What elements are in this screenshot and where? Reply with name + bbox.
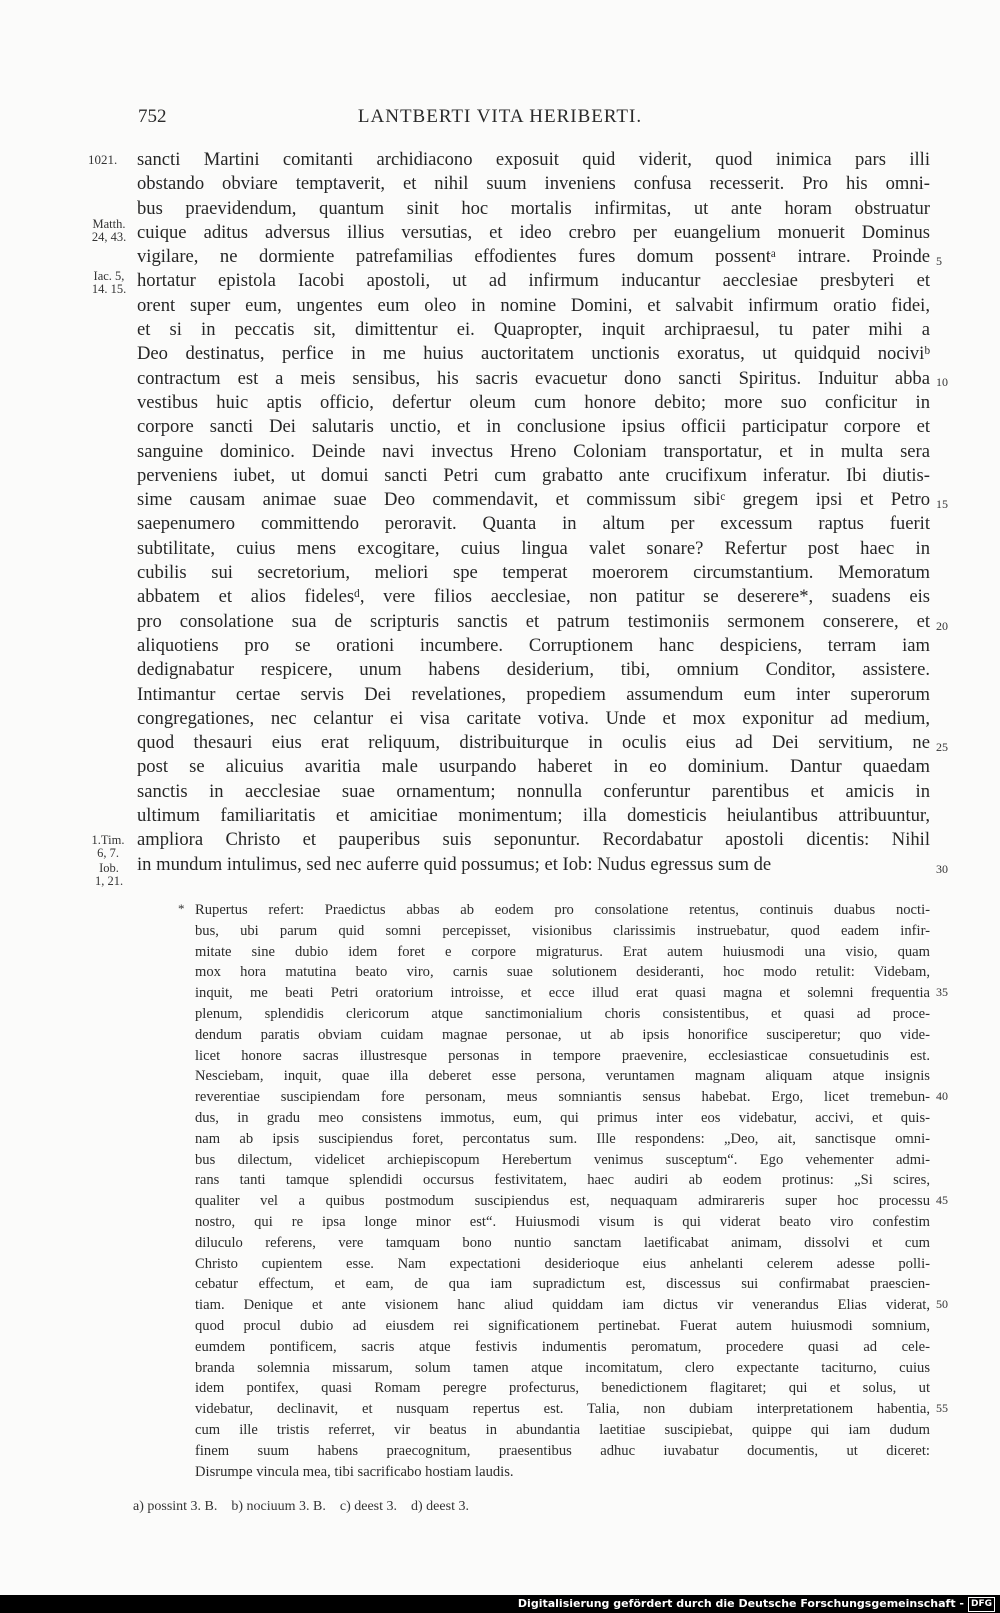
text-line: videbatur, declinavit, et nusquam repertus est. Talia, non dubiam interpretationem habentia,: [195, 1401, 930, 1418]
text-line: post se alicuius avaritia male usurpando haberet in eo dominium. Dantur quaedam: [137, 756, 930, 778]
text-line: dus, in gradu meo consistens immotus, eum, qui primus inter eos videbatur, accivi, et quis-: [195, 1109, 930, 1126]
text-line: reverentiae suscipiendam fore personam, meus somniantis sensus habebat. Ergo, licet tremebun-: [195, 1089, 930, 1106]
text-line: hortatur epistola Iacobi apostoli, ut ad infirmum inducantur aecclesiae presbyteri et: [137, 270, 930, 292]
credit-bar: [0, 1595, 995, 1613]
text-line: bus praevidendum, quantum sinit hoc mortalis infirmitas, ut ante horam obstruatur: [137, 197, 930, 219]
margin-ref-line: 6, 7.: [97, 845, 119, 860]
text-line: subtilitate, cuius mens excogitare, cuius lingua valet sonare? Refertur post haec in: [137, 537, 930, 559]
line-number: 20: [936, 619, 948, 633]
text-line: Intimantur certae servis Dei revelationes, propediem assumendum eum inter superorum: [137, 683, 930, 705]
text-line: qualiter vel a quibus postmodum suscipiendus est, nequaquam admirareris super hoc processu: [195, 1193, 930, 1210]
line-number: 40: [936, 1089, 948, 1103]
text-line: dedignabatur respicere, unum habens desiderium, tibi, omnium Conditor, assistere.: [137, 659, 930, 681]
margin-ref-tim: [84, 834, 132, 859]
text-line: congregationes, nec celantur ei visa caritate votiva. Unde et mox exponitur ad medium,: [137, 707, 930, 729]
credit-text: Digitalisierung gefördert durch die Deutsche Forschungsgemeinschaft -: [517, 1597, 964, 1610]
text-line: Deo destinatus, perfice in me huius auctoritatem unctionis exoratus, ut quidquid nociviᵇ: [137, 343, 930, 365]
line-number: 35: [936, 985, 948, 999]
text-line: corpore sancti Dei salutaris unctio, et in conclusione ipsius officii participatur corpore et: [137, 416, 930, 438]
margin-ref-iac: [86, 270, 132, 295]
page-number: 752: [138, 106, 167, 127]
margin-ref-line: Matth.: [92, 217, 126, 231]
text-line: abbatem et alios fidelesᵈ, vere filios aecclesiae, non patitur se deserere*, suadens eis: [137, 586, 930, 608]
critical-notes: a) possint 3. B. b) nociuum 3. B. c) deest 3. d) deest 3.: [133, 1499, 469, 1514]
text-line: licet honore sacras illustresque personas in tempore praevenire, ecclesiasticae consuetudinis est.: [195, 1047, 930, 1064]
margin-ref-line: Iob.: [99, 861, 119, 875]
text-line: et si in peccatis sit, dimittentur ei. Quapropter, inquit archipraesul, tu pater mihi a: [137, 319, 930, 341]
line-number: 5: [936, 254, 942, 268]
text-line: quod thesauri eius erat reliquum, distribuiturque in oculis eius ad Dei servitium, ne: [137, 732, 930, 754]
margin-ref-matth: [86, 218, 132, 243]
text-line: Nesciebam, inquit, quae illa deberet esse persona, veruntamen magnam aliquam atque insignis: [195, 1068, 930, 1085]
running-title: LANTBERTI VITA HERIBERTI.: [357, 106, 643, 127]
text-line: idem pontifex, quasi Romam peregre profecturus, benedictionem flagitaret; qui et solus, ut: [195, 1380, 930, 1397]
text-line: cum ille tristis referret, vir beatus in abundantia laetitiae suscipiebat, quippe qui iam dudum: [195, 1421, 930, 1438]
text-line: sancti Martini comitanti archidiacono exposuit quid viderit, quod inimica pars illi: [137, 149, 930, 170]
text-line: Disrumpe vincula mea, tibi sacrificabo hostiam laudis.: [195, 1463, 514, 1480]
text-line: orent super eum, ungentes eum oleo in nomine Domini, et salvabit infirmum oratio fidei,: [137, 294, 930, 316]
margin-ref-line: 14. 15.: [91, 281, 127, 296]
text-line: mox hora matutina beato viro, carnis suae solutionem desideranti, hoc modo retulit: Videbam,: [195, 964, 930, 981]
text-line: aliquotiens pro se orationi incumbere. Corruptionem hanc despiciens, terram iam: [137, 634, 930, 656]
text-line: eumdem pontificem, sacris atque festivis indumentis peromatum, procedere quasi ad cele-: [195, 1338, 930, 1355]
running-header: [0, 106, 1000, 132]
main-text: [137, 148, 930, 877]
text-line: in mundum intulimus, sed nec auferre quid possumus; et Iob: Nudus egressus sum de: [137, 853, 772, 875]
line-number: 10: [936, 375, 948, 389]
text-line: Rupertus refert: Praedictus abbas ab eodem pro consolatione retentus, continuis duabus nocti-: [195, 902, 930, 918]
text-line: plenum, splendidis clericorum atque sanctimonialium choris consistentibus, et quasi ad proce-: [195, 1005, 930, 1022]
line-number: 45: [936, 1193, 948, 1207]
text-line: inquit, me beati Petri oratorium introisse, et ecce illud erat quasi magna et solemni frequentia: [195, 985, 930, 1002]
text-line: perveniens iubet, ut domui sancti Petri cum grabatto ante crucifixum inferatur. Ibi diutis-: [137, 464, 930, 486]
text-line: contractum est a meis sensibus, his sacris evacuetur dono sancti Spiritus. Induitur abba: [137, 367, 930, 389]
text-line: cebatur effectum, et eam, de qua iam supradictum est, discessus sui confirmabat praescien-: [195, 1276, 930, 1293]
text-line: dendum paratis obviam cuidam magnae personae, ut ab ipsis honorifice susciperetur; quo vide-: [195, 1026, 930, 1043]
text-line: vigilare, ne dormiente patrefamilias effodientes fures domum possentᵃ intrare. Proinde: [137, 246, 930, 268]
margin-ref-line: 1.Tim.: [91, 833, 125, 847]
text-line: sanctis in aecclesiae suae ornamentum; nonnulla conferuntur parentibus et amicis in: [137, 780, 930, 802]
footnote-marker: *: [178, 901, 185, 916]
text-line: nam ab ipsis suscipiendus foret, percontatus sum. Ille respondens: „Deo, ait, sanctisque omni-: [195, 1130, 930, 1147]
text-line: ampliora Christo et pauperibus suis seponuntur. Recordabatur apostoli dicentis: Nihil: [137, 829, 930, 851]
text-line: sime causam animae suae Deo commendavit, et commissum sibiᶜ gregem ipsi et Petro: [137, 489, 930, 511]
text-line: diluculo referens, vere tamquam bono nuntio sanctam laetificabat animam, dissolvi et cum: [195, 1234, 930, 1251]
text-line: vestibus huic aptis officio, defertur oleum cum honore debito; more suo conficitur in: [137, 391, 930, 413]
text-line: Christo cupientem esse. Nam expectationi desiderioque eius anhelanti celerem adesse polli-: [195, 1255, 930, 1272]
text-line: tiam. Denique et ante visionem hanc aliud quiddam iam dictus vir venerandus Elias viderat,: [195, 1297, 930, 1314]
margin-ref-line: 1, 21.: [94, 873, 124, 888]
line-number: 30: [936, 862, 948, 876]
text-line: bus, ubi parum quid somni percepisset, visionibus clarissimis instruebatur, quod eadem infir-: [195, 922, 930, 939]
text-line: quod procul dubio ad eiusdem rei significationem pertinebat. Fuerat autem huiusmodi somnium,: [195, 1317, 930, 1334]
footnote-text: [195, 900, 930, 1482]
text-line: ultimum familiaritatis et amicitiae monimentum; illa domesticis heiulantibus attribuuntur,: [137, 805, 930, 827]
text-line: finem suum habens praecognitum, praesentibus adhuc iuvabatur documentis, ut diceret:: [195, 1442, 930, 1459]
dfg-logo: DFG: [968, 1597, 995, 1612]
line-number: 55: [936, 1401, 948, 1415]
text-line: cuique aditus adversus illius versutias, et ideo crebro per euangelium monuerit Dominus: [137, 221, 930, 243]
margin-ref-line: 24, 43.: [91, 229, 127, 244]
text-line: mitate sine dubio idem foret e corpore migraturus. Erat autem huiusmodi una visio, quam: [195, 943, 930, 960]
text-line: bus dilectum, videlicet archiepiscopum Herebertum venimus susceptum“. Ego vehementer admi-: [195, 1151, 930, 1168]
text-line: obstando obviare temptaverit, et nihil suum inveniens confusa recesserit. Pro his omni-: [137, 173, 930, 195]
text-line: saepenumero committendo peroravit. Quanta in altum per excessum raptus fuerit: [137, 513, 930, 535]
line-number: 50: [936, 1297, 948, 1311]
text-line: cubilis sui secretorium, meliori spe temperat moerorem circumstantium. Memoratum: [137, 562, 930, 584]
text-line: nostro, qui re ipsa longe minor est“. Huiusmodi visum is qui viderat beato viro confestim: [195, 1213, 930, 1230]
text-line: rans tanti tamque splendidi occursus festivitatem, haec audiri ab eodem protinus: „Si scires,: [195, 1172, 930, 1189]
line-number: 15: [936, 497, 948, 511]
text-line: pro consolatione sua de scripturis sanctis et patrum testimoniis sermonem conserere, et: [137, 610, 930, 632]
year-marginal: 1021.: [88, 152, 118, 167]
text-line: branda solemnia missarum, solum tamen atque incomitatum, clero expectante taciturno, cuius: [195, 1359, 930, 1376]
line-number: 25: [936, 740, 948, 754]
text-line: sanguine dominico. Deinde navi invectus Hreno Coloniam transportatur, et in multa sera: [137, 440, 930, 462]
margin-ref-iob: [86, 862, 132, 887]
margin-ref-line: Iac. 5,: [93, 269, 125, 283]
